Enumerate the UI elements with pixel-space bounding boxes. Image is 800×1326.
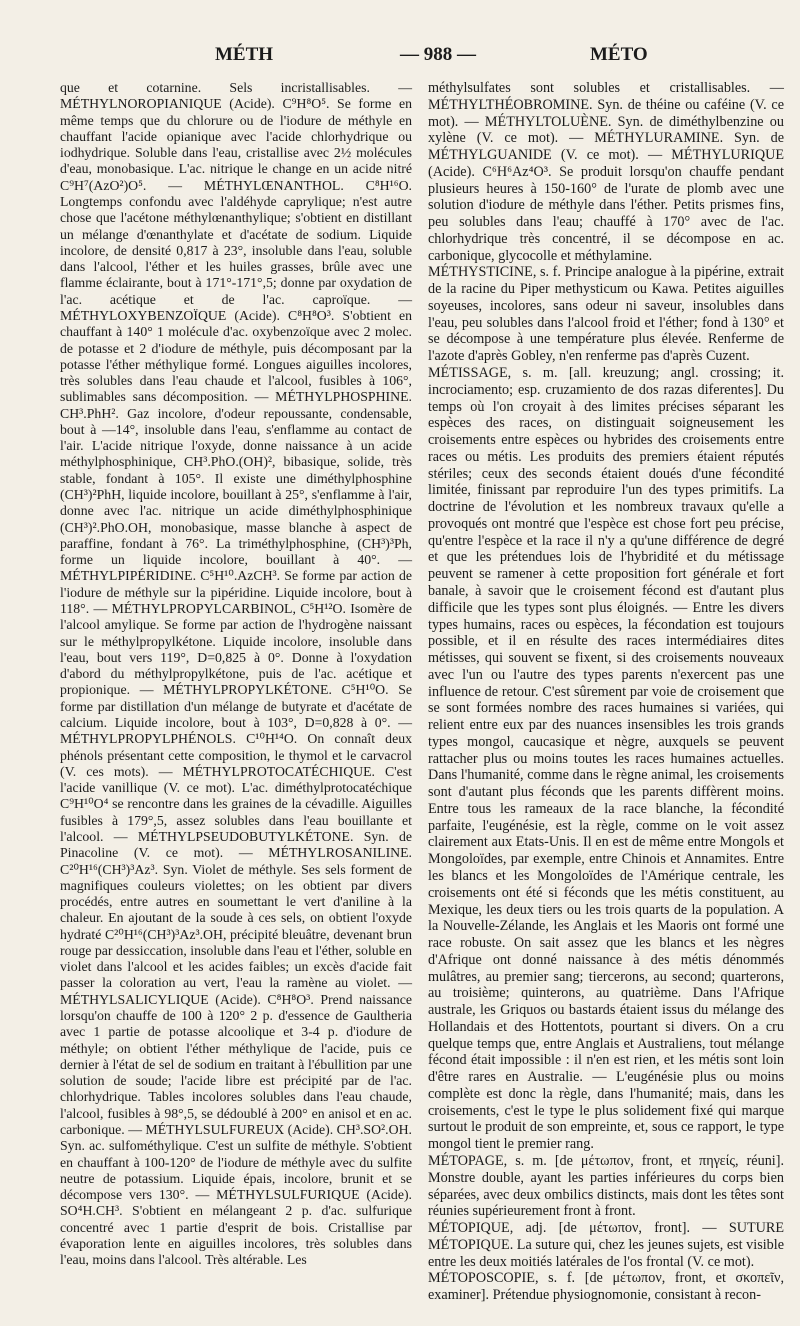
entry-metoposcopie: MÉTOPOSCOPIE, s. f. [de μέτωπον, front, et σκοπεῖν, examiner]. Prétendue physiognomonie, consistant à recon- [428, 1270, 784, 1304]
header-left-guideword: MÉTH [215, 44, 274, 65]
page-number: — 988 — [400, 44, 476, 65]
entry-metopage: MÉTOPAGE, s. m. [de μέτωπον, front, et πηγείς, réuni]. Monstre double, ayant les parties inférieures du corps bien séparées, avec deux ombilics distincts, mais dont les têtes sont réunies supérieurement front à front. [428, 1153, 784, 1220]
right-column [428, 80, 784, 1304]
left-column-text: que et cotarnine. Sels incristallisables. — MÉTHYLNOROPIANIQUE (Acide). C⁹H⁸O⁵. Se forme en même temps que du chlorure ou de l'iodure de méthyle en chauffant l'acide opianique avec l'acide chlorhydrique ou iodhydrique. Soluble dans l'eau, cristallise avec 2½ molécules d'eau, monobasique. L'ac. nitrique le change en un acide nitré C⁹H⁷(AzO²)O⁵. — MÉTHYLŒNANTHOL. C⁸H¹⁶O. Longtemps confondu avec l'aldéhyde caprylique; n'est autre chose que l'acétone méthylœnanthylique; s'obtient en distillant un mélange d'œnanthylate et d'acétate de sodium. Liquide incolore, de densité 0,817 à 23°, insoluble dans l'eau, soluble dans l'alcool, l'éther et les huiles grasses, brûle avec une flamme éclairante, bout à 171°-171°,5; donne par oxydation de l'ac. acétique et de l'ac. caproïque. — MÉTHYLOXYBENZOÏQUE (Acide). C⁸H⁸O³. S'obtient en chauffant à 140° 1 molécule d'ac. oxybenzoïque avec 2 molec. de potasse et 2 d'iodure de méthyle, puis décomposant par la potasse l'éther méthylique formé. Longues aiguilles incolores, très solubles dans l'eau chaude et l'alcool, fusibles à 106°, sublimables sans décomposition. — MÉTHYLPHOSPHINE. CH³.PhH². Gaz incolore, d'odeur repoussante, condensable, bout à —14°, insoluble dans l'eau, s'enflamme au contact de l'air. L'acide nitrique l'oxyde, donne naissance à un acide méthylphosphinique, CH³.PhO.(OH)², bibasique, solide, très stable, fondant à 105°. Il existe une diméthylphosphine (CH³)²PhH, liquide incolore, bouillant à 25°, s'enflamme à l'air, donne avec l'ac. nitrique un acide diméthylphosphinique (CH³)².PhO.OH, monobasique, masse blanche à aspect de paraffine, fondant à 76°. La triméthylphosphine, (CH³)³Ph, forme un liquide incolore, bouillant à 40°. — MÉTHYLPIPÉRIDINE. C⁵H¹⁰.AzCH³. Se forme par action de l'iodure de méthyle sur la pipéridine. Liquide incolore, bout à 118°. — MÉTHYLPROPYLCARBINOL, C⁵H¹²O. Isomère de l'alcool amylique. Se forme par action de l'hydrogène naissant sur le méthylpropylkétone. Liquide incolore, insoluble dans l'eau, bout vers 119°, D=0,825 à 0°. Donne à l'oxydation d'abord du méthylpropylkétone, puis de l'ac. acétique et propionique. — MÉTHYLPROPYLKÉTONE. C⁵H¹⁰O. Se forme par distillation d'un mélange de butyrate et d'acétate de calcium. Liquide incolore, bout à 103°, D=0,828 à 0°. — MÉTHYLPROPYLPHÉNOLS. C¹⁰H¹⁴O. On connaît deux phénols présentant cette composition, le thymol et le carvacrol (V. ces mots). — MÉTHYLPROTOCATÉCHIQUE. C'est l'acide vanillique (V. ce mot). L'ac. diméthylprotocatéchique C⁹H¹⁰O⁴ se rencontre dans les graines de la cévadille. Aiguilles fusibles à 179°,5, assez solubles dans l'eau bouillante et l'alcool. — MÉTHYLPSEUDOBUTYLKÉTONE. Syn. de Pinacoline (V. ce mot). — MÉTHYLROSANILINE. C²⁰H¹⁶(CH³)³Az³. Syn. Violet de méthyle. Ses sels forment de magnifiques couleurs violettes; on les obtient par divers procédés, entre autres en soumettant le vert d'aniline à la chaleur. En ajoutant de la soude à ces sels, on obtient l'oxyde hydraté C²⁰H¹⁶(CH³)³Az³.OH, précipité bleuâtre, devenant brun rouge par dessiccation, insoluble dans l'eau et l'éther, soluble en violet dans l'alcool et les acides faibles; un excès d'acide fait passer la coloration au vert, l'eau la ramène au violet. — MÉTHYLSALICYLIQUE (Acide). C⁸H⁸O³. Prend naissance lorsqu'on chauffe de 100 à 120° 2 p. d'essence de Gaultheria avec 1 partie de potasse alcoolique et 3-4 p. d'iodure de méthyle; on obtient l'éther méthylique de l'acide, puis ce dernier à l'état de sel de sodium en traitant à l'ébullition par une solution de soude; l'acide libre est précipité par de l'ac. chlorhydrique. Tables incolores solubles dans l'eau chaude, l'alcool, fusibles à 98°,5, se dédoublé à 200° en anisol et en ac. carbonique. — MÉTHYLSULFUREUX (Acide). CH³.SO².OH. Syn. ac. sulfométhylique. C'est un sulfite de méthyle. S'obtient en chauffant à 100-120° de l'iodure de méthyle avec du sulfite neutre de potassium. Liquide épais, incolore, brunit et se décompose vers 130°. — MÉTHYLSULFURIQUE (Acide). SO⁴H.CH³. S'obtient en mélangeant 2 p. d'ac. sulfurique concentré avec 1 partie d'esprit de bois. Cristallise par évaporation lente en aiguilles incolores, très solubles dans l'eau, moins dans l'alcool. Très altérable. Les [60, 80, 413, 1268]
left-column [60, 80, 412, 1269]
entry-methysticine: MÉTHYSTICINE, s. f. Principe analogue à la pipérine, extrait de la racine du Piper methysticum ou Kawa. Petites aiguilles soyeuses, incolores, sans odeur ni saveur, insolubles dans l'eau, peu solubles dans l'alcool froid et l'éther; fond à 130° et se décompose à une température plus élevée. Renferme de l'azote d'après Gobley, n'en renferme pas d'après Cuzent. [428, 264, 784, 365]
running-header [40, 44, 760, 72]
entry-methyl-continued: méthylsulfates sont solubles et cristallisables. — MÉTHYLTHÉOBROMINE. Syn. de théine ou caféine (V. ce mot). — MÉTHYLTOLUÈNE. Syn. de diméthylbenzine ou xylène (V. ce mot). — MÉTHYLURAMINE. Syn. de MÉTHYLGUANIDE (V. ce mot). — MÉTHYLURIQUE (Acide). C⁶H⁶Az⁴O³. Se produit lorsqu'on chauffe pendant plusieurs heures à 150-160° de l'urate de plomb avec une solution d'iodure de méthyle dans l'éther. Petits prismes fins, peu solubles dans l'eau; chauffé à 170° avec de l'ac. chlorhydrique très concentré, il se décompose en ac. carbonique, glycocolle et méthylamine. [428, 80, 784, 264]
entry-metopique: MÉTOPIQUE, adj. [de μέτωπον, front]. — SUTURE MÉTOPIQUE. La suture qui, chez les jeunes sujets, est visible entre les deux moitiés latérales de l'os frontal (V. ce mot). [428, 1220, 784, 1270]
header-right-guideword: MÉTO [590, 44, 648, 65]
entry-metissage: MÉTISSAGE, s. m. [all. kreuzung; angl. crossing; it. incrociamento; esp. cruzamiento de dos razas diferentes]. Du temps où l'on croyait à des limites précises séparant les espèces des races, on distinguait soigneusement les croisements entre espèces ou hybrides des croisements entre races ou métis. Les produits des premiers étaient réputés stériles; ceux des seconds étaient doués d'une fécondité limitée, finissant par reproduire l'un des types primitifs. La doctrine de l'évolution et les nombreux travaux qu'elle a provoqués ont montré que l'espèce est chose fort peu précise, qu'entre l'espèce et la race il n'y a qu'une différence de degré et que les prétendues lois de l'hybridité et du métissage peuvent se ramener à cette proposition fort générale et fort banale, à savoir que le croisement fécond est d'autant plus difficile que les types sont plus éloignés. — Entre les divers types humains, races ou espèces, la fécondation est toujours possible, et il en résulte des races intermédiaires dites métisses, qui souvent se fixent, si des croisements nouveaux avec l'un ou l'autre des types parents n'exercent pas une influence de retour. C'est sûrement par voie de croisement que se sont formées nombre des races humaines si variées, qui relient entre eux par des nuances insensibles les trois grands types mongol, caucasique et nègre, auxquels se peuvent rattacher plus ou moins toutes les races humaines actuelles. Dans l'humanité, comme dans le règne animal, les croisements sont d'autant plus féconds que les parents diffèrent moins. Entre tous les rameaux de la race blanche, la fécondité parfaite, l'eugénésie, est la règle, comme on le voit assez clairement aux Etats-Unis. Il en est de même entre Mongols et Mongoloïdes, par exemple, entre Chinois et Annamites. Entre les blancs et les Mongoloïdes de l'Amérique centrale, les croisements ont été si féconds que les métis constituent, au Mexique, les deux tiers ou les trois quarts de la population. A la Nouvelle-Zélande, les Anglais et les Maoris ont formé une race robuste. On sait assez que les blancs et les nègres d'Afrique ont donné naissance à des métis dénommés mulâtres, au premier sang; tiercerons, au second; quarterons, au troisième; quinterons, au quatrième. Dans l'Afrique australe, les Griquos ou bastards étaient issus du mélange des Hollandais et des Hottentots, pourtant si divers. On a cru quelque temps que, entre Anglais et Australiens, tout mélange fécond était impossible : il n'en est rien, et les métis sont loin d'être rares en Australie. — L'eugénésie plus ou moins complète est donc la règle, dans l'humanité; mais, dans les croisements, c'est le type le plus solidement fixé qui marque surtout le produit de son empreinte, et, sous ce rapport, le type mongol tient le premier rang. [428, 365, 784, 1153]
